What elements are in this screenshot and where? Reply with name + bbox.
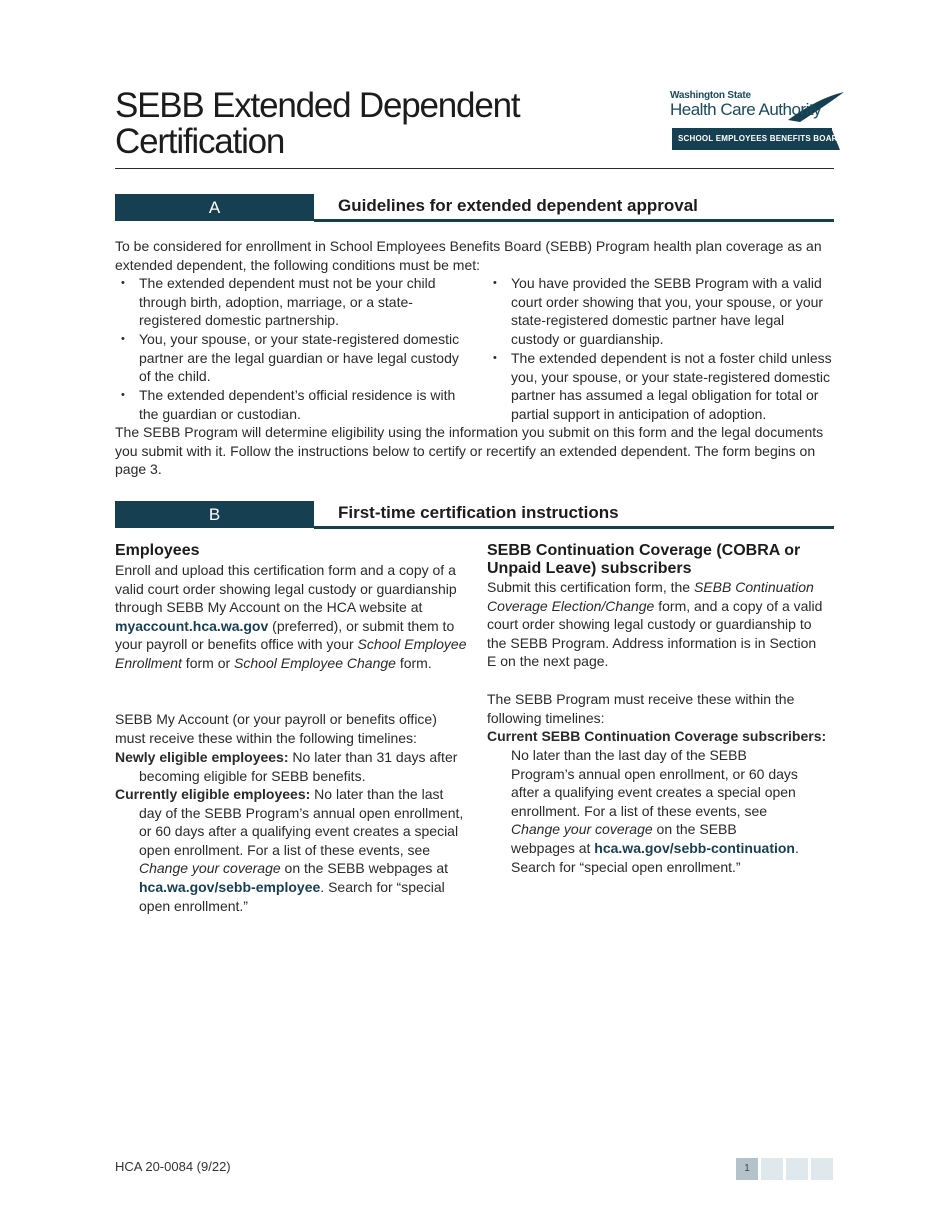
hca-logo [668, 90, 844, 158]
employees-heading: Employees [115, 542, 200, 559]
section-a-letter: A [115, 194, 314, 221]
section-b-letter: B [115, 501, 314, 528]
section-a-title: Guidelines for extended dependent approval [338, 196, 698, 215]
employees-para-2: SEBB My Account (or your payroll or benefits office) must receive these within the following timelines: [115, 711, 437, 746]
section-a-intro: To be considered for enrollment in School Employees Benefits Board (SEBB) Program health plan coverage as an extended dependent, the following conditions must be met: [115, 238, 822, 273]
page-indicator-current: 1 [736, 1158, 758, 1180]
currently-eligible-item: Currently eligible employees: No later than the last day of the SEBB Program’s annual open enrollment, or 60 days after a qualifying event creates a special open enrollment. For a list of these events, see Change your coverage on the SEBB webpages at hca.wa.gov/sebb-employee. Search for “special open enrollment.” [115, 786, 464, 914]
sebb-employee-link[interactable]: hca.wa.gov/sebb-employee [139, 878, 321, 895]
continuation-subscribers-label: Current SEBB Continuation Coverage subscribers: [487, 728, 827, 744]
bullet-left-1: • The extended dependent must not be your child through birth, adoption, marriage, or a state-registered domestic partnership. [115, 274, 471, 330]
continuation-heading: SEBB Continuation Coverage (COBRA or Unpaid Leave) subscribers [487, 542, 801, 577]
bullet-right-2: • The extended dependent is not a foster child unless you, your spouse, or your state-registered domestic partner has assumed a legal obligation for total or partial support in anticipation of adoption. [487, 349, 836, 423]
title-divider [115, 168, 834, 169]
section-a-header [115, 194, 834, 224]
page-indicator-box [786, 1158, 808, 1180]
section-b-header [115, 501, 834, 531]
continuation-timeline: No later than the last day of the SEBB Program’s annual open enrollment, or 60 days after a qualifying event creates a special open enrollment. For a list of these events, see Change your coverage on the SEBB webpages at hca.wa.gov/sebb-continuation. Search for “special open enrollment.” [511, 747, 799, 875]
form-id: HCA 20-0084 (9/22) [115, 1159, 231, 1174]
continuation-para-1: Submit this certification form, the SEBB Continuation Coverage Election/Change form, and a copy of a valid court order showing legal custody or guardianship to the SEBB Program. Address information is in Section E on the next page. [487, 579, 823, 670]
myaccount-link[interactable]: myaccount.hca.wa.gov [115, 617, 269, 634]
page-title: SEBB Extended Dependent Certification [115, 86, 520, 161]
logo-band-text: SCHOOL EMPLOYEES BENEFITS BOARD [678, 134, 844, 143]
bullet-right-1: • You have provided the SEBB Program with a valid court order showing that you, your spouse, or your state-registered domestic partner have legal custody or guardianship. [487, 274, 836, 348]
logo-line-2: Health Care Authority [670, 100, 822, 119]
newly-eligible-item: Newly eligible employees: No later than 31 days after becoming eligible for SEBB benefits. [115, 749, 458, 784]
employees-para-1: Enroll and upload this certification form and a copy of a valid court order showing legal custody or guardianship through SEBB My Account on the HCA website at myaccount.hca.wa.gov (preferred), or submit them to your payroll or benefits office with your School Employee Enrollment form or School Employee Change form. [115, 562, 467, 671]
page-indicator-box [761, 1158, 783, 1180]
bullet-left-2: • You, your spouse, or your state-registered domestic partner are the legal guardian or have legal custody of the child. [115, 330, 471, 386]
section-b-title: First-time certification instructions [338, 503, 619, 522]
bullet-left-3: • The extended dependent’s official residence is with the guardian or custodian. [115, 386, 471, 423]
page-indicator-box [811, 1158, 833, 1180]
section-a-rule [314, 219, 834, 222]
section-b-rule [314, 526, 834, 529]
sebb-continuation-link[interactable]: hca.wa.gov/sebb-continuation [594, 839, 795, 856]
logo-line-1: Washington State [670, 90, 751, 101]
section-a-outro: The SEBB Program will determine eligibility using the information you submit on this form and the legal documents you submit with it. Follow the instructions below to certify or recertify an extended dependent. The form begins on page 3. [115, 424, 824, 478]
continuation-para-2: The SEBB Program must receive these within the following timelines: [487, 691, 795, 726]
